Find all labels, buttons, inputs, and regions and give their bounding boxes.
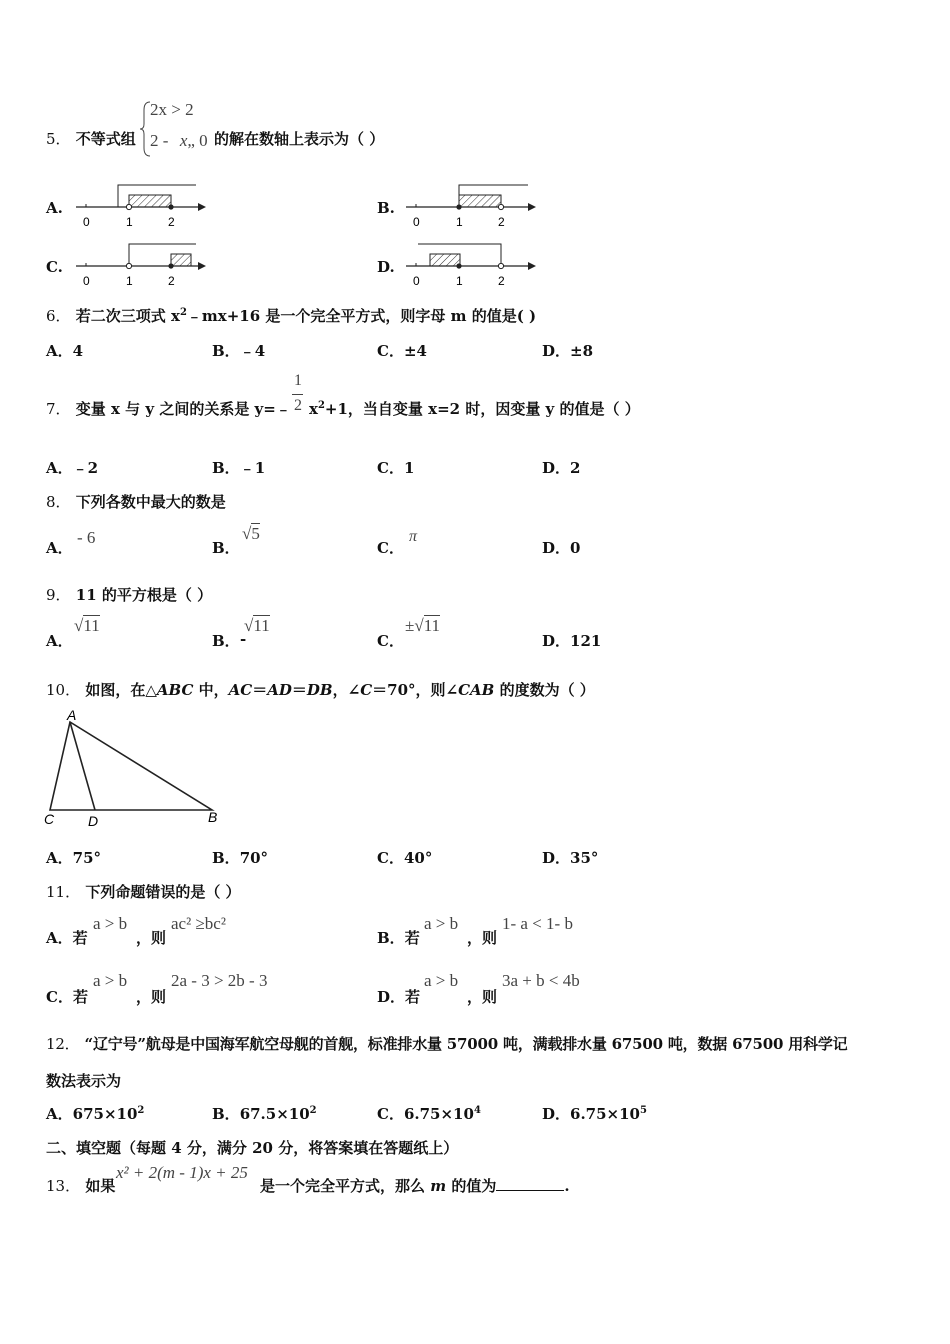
q10-option-a: A．75° [46, 849, 102, 867]
q5-stem-after: 的解在数轴上表示为（ ） [214, 130, 385, 148]
q9-option-b-letter: B． [212, 632, 240, 650]
q13-answer-blank[interactable] [496, 1176, 564, 1191]
q12-option-d: D．$6.75\times 10^5$ [542, 1105, 647, 1123]
q5-option-d-letter: D. [377, 258, 395, 276]
q11-option-c-result: 2a - 3 > 2b - 3 [171, 971, 268, 990]
q7-stem-rest: $x^2+1$，当自变量 x=2 时，因变量 y 的值是（ ） [309, 400, 640, 418]
q11-stem [46, 881, 241, 902]
q8-option-d: D．0 [542, 539, 581, 557]
q10-option-d: D．35° [542, 849, 599, 867]
q8-option-c-letter: C． [377, 539, 404, 557]
q13-stem-b: 是一个完全平方式，那么 m 的值为 . [260, 1177, 570, 1195]
q5-d-tick-2: 2 [498, 274, 505, 288]
q5-b-tick-0: 0 [413, 215, 420, 229]
q13-stem-a [46, 1175, 115, 1196]
q5-d-tick-0: 0 [413, 274, 420, 288]
q9-option-c-sqrt: ±√11 [405, 616, 441, 635]
q7-fraction-num: 1 [294, 372, 302, 389]
q6-stem [46, 305, 536, 326]
q5-option-a-numberline [72, 180, 212, 232]
q9-option-c-letter: C． [377, 632, 404, 650]
q6-option-a: A．4 [46, 342, 84, 360]
q6-option-c: C．±4 [377, 342, 427, 360]
q5-stem [46, 128, 136, 149]
q11-option-c-then: ，则 [136, 988, 167, 1006]
q11-option-a-result: ac² ≥bc² [171, 914, 226, 933]
q9-number: 9． [46, 586, 71, 604]
section2-heading: 二、填空题（每题 4 分，满分 20 分，将答案填在答题纸上） [46, 1139, 459, 1157]
q7-option-b: B．﹣1 [212, 459, 266, 477]
q7-option-a: A．﹣2 [46, 459, 99, 477]
q12-option-c: C．$6.75\times 10^4$ [377, 1105, 481, 1123]
q7-number: 7． [46, 400, 71, 418]
q5-c-tick-1: 1 [126, 274, 133, 288]
q11-option-b-cond: a > b [424, 914, 459, 933]
q11-option-a: A．若 [46, 929, 88, 947]
q5-number: 5． [46, 130, 71, 148]
q12-option-b: B．$67.5\times 10^2$ [212, 1105, 317, 1123]
q5-text-before: 不等式组 [75, 130, 136, 148]
q6-text-a: 若二次三项式 x [75, 307, 180, 325]
q8-text: 下列各数中最大的数是 [75, 493, 226, 511]
q11-text: 下列命题错误的是（ ） [85, 883, 241, 901]
q6-number: 6． [46, 307, 71, 325]
q6-sup: 2 [179, 307, 187, 318]
q9-option-d: D．121 [542, 632, 602, 650]
q6-text-b: ﹣mx+16 是一个完全平方式，则字母 m 的值是( ) [186, 307, 537, 325]
q5-system-line2 [150, 131, 208, 151]
q8-stem [46, 491, 226, 512]
q9-text: 11 的平方根是（ ） [75, 586, 213, 604]
q13-text-a: 如果 [85, 1177, 116, 1195]
q9-stem [46, 584, 212, 605]
q8-option-c-value: π [409, 528, 418, 545]
q11-option-a-then: ，则 [136, 929, 167, 947]
q10-option-b: B．70° [212, 849, 269, 867]
q9-option-a-sqrt: √11 [74, 616, 100, 635]
q12-line1: “辽宁号”航母是中国海军航空母舰的首舰，标准排水量 57000 吨，满载排水量 67500 吨，数据 67500 用科学记 [84, 1035, 848, 1053]
q5-a-tick-0: 0 [83, 215, 90, 229]
q5-option-c-letter: C. [46, 258, 63, 276]
q5-b-tick-1: 1 [456, 215, 463, 229]
q7-option-c: C．1 [377, 459, 415, 477]
q10-label-b: B [208, 809, 218, 825]
q8-option-b-sqrt: √5 [242, 524, 260, 543]
q12-stem-line1 [46, 1033, 847, 1054]
q5-system-line2-b: x [179, 131, 188, 150]
q13-expression: x² + 2(m - 1)x + 25 [116, 1163, 248, 1182]
q11-option-d-then: ，则 [467, 988, 498, 1006]
q7-option-d: D．2 [542, 459, 581, 477]
q12-number: 12． [46, 1035, 80, 1053]
q5-option-b-numberline [402, 180, 542, 232]
q10-label-a: A [67, 707, 77, 723]
q11-option-d-cond: a > b [424, 971, 459, 990]
q8-option-a-value: - 6 [77, 528, 96, 547]
q11-option-b: B．若 [377, 929, 420, 947]
q10-label-d: D [88, 813, 99, 829]
q5-system-line2-a: 2 - [150, 131, 169, 150]
q5-d-tick-1: 1 [456, 274, 463, 288]
q11-option-d: D．若 [377, 988, 421, 1006]
q5-option-c-numberline [72, 239, 212, 291]
q11-option-c-cond: a > b [93, 971, 128, 990]
q9-option-a-letter: A． [46, 632, 73, 650]
q13-number: 13． [46, 1177, 81, 1195]
q7-fraction-den: 2 [294, 397, 302, 414]
q10-number: 10． [46, 681, 81, 699]
q5-a-tick-1: 1 [126, 215, 133, 229]
q7-fraction-bar [292, 394, 303, 395]
q11-option-b-then: ，则 [467, 929, 498, 947]
q6-option-d: D．±8 [542, 342, 594, 360]
q5-b-tick-2: 2 [498, 215, 505, 229]
q10-triangle-figure [40, 706, 230, 830]
q8-option-b-value: 5 [251, 524, 260, 543]
q8-option-a-letter: A． [46, 539, 73, 557]
q7-text-a: 变量 x 与 y 之间的关系是 y=﹣ [75, 400, 291, 418]
q10-option-c: C．40° [377, 849, 433, 867]
q5-system-line1: 2x > 2 [150, 100, 194, 119]
q9-option-b-sqrt: √11 [244, 616, 270, 635]
q11-option-b-result: 1- a < 1- b [502, 914, 573, 933]
q6-option-b: B．﹣4 [212, 342, 266, 360]
q11-option-a-cond: a > b [93, 914, 128, 933]
q12-stem-line2: 数法表示为 [46, 1072, 122, 1090]
q5-c-tick-0: 0 [83, 274, 90, 288]
q9-option-b-prefix: - [240, 630, 247, 648]
q10-stem: 10． 如图，在△ABC 中，AC＝AD＝DB，∠C＝70°，则∠CAB 的度数为（ ） [46, 681, 595, 699]
q12-option-a: A．$675\times 10^2$ [46, 1105, 145, 1123]
q8-number: 8． [46, 493, 71, 511]
q8-option-b-letter: B． [212, 539, 240, 557]
q5-system-line2-c: „ 0 [187, 131, 208, 150]
q11-option-c: C．若 [46, 988, 88, 1006]
q5-option-a-letter: A. [46, 199, 63, 217]
q7-stem [46, 398, 291, 419]
q5-option-d-numberline [402, 239, 542, 291]
q5-a-tick-2: 2 [168, 215, 175, 229]
q5-option-b-letter: B. [377, 199, 395, 217]
q11-option-d-result: 3a + b < 4b [502, 971, 580, 990]
q11-number: 11． [46, 883, 81, 901]
q5-c-tick-2: 2 [168, 274, 175, 288]
q10-label-c: C [44, 811, 55, 827]
